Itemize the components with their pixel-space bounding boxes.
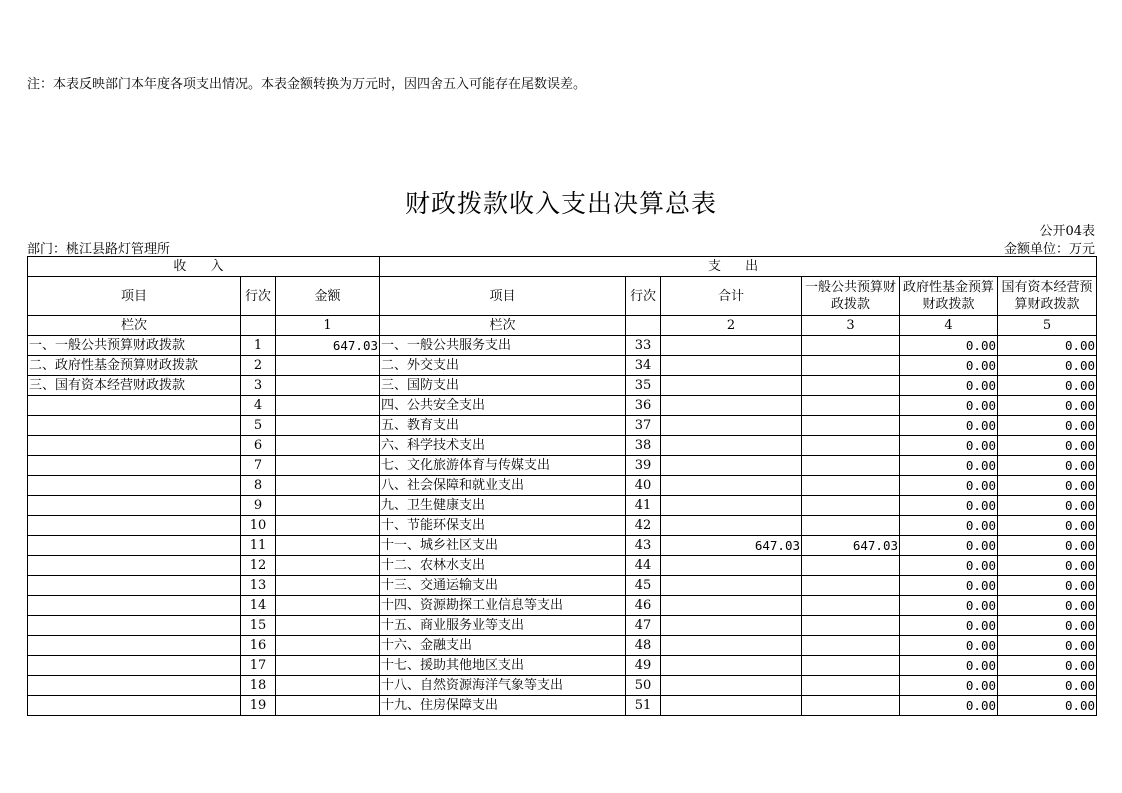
total-cell <box>661 356 802 376</box>
state-capital-cell: 0.00 <box>998 496 1097 516</box>
general-budget-cell <box>802 416 900 436</box>
table-row <box>28 516 1097 536</box>
income-row-no-cell: 10 <box>241 516 276 536</box>
income-item-cell <box>28 476 241 496</box>
expense-item-cell: 十九、住房保障支出 <box>380 696 626 716</box>
income-amount-cell <box>276 396 380 416</box>
expense-item-cell: 十三、交通运输支出 <box>380 576 626 596</box>
general-budget-header: 一般公共预算财政拨款 <box>802 277 900 316</box>
expense-row-no-cell: 44 <box>626 556 661 576</box>
table-row <box>28 496 1097 516</box>
table-row <box>28 636 1097 656</box>
gov-fund-cell: 0.00 <box>900 616 998 636</box>
expense-row-no-cell: 42 <box>626 516 661 536</box>
expense-row-no-cell: 51 <box>626 696 661 716</box>
gov-fund-cell: 0.00 <box>900 436 998 456</box>
expense-item-cell: 十四、资源勘探工业信息等支出 <box>380 596 626 616</box>
income-row-no-header: 行次 <box>241 277 276 316</box>
expense-row-no-header: 行次 <box>626 277 661 316</box>
income-amount-cell <box>276 456 380 476</box>
total-cell <box>661 476 802 496</box>
state-capital-cell: 0.00 <box>998 536 1097 556</box>
expense-item-header: 项目 <box>380 277 626 316</box>
expense-row-no-cell: 35 <box>626 376 661 396</box>
table-row <box>28 416 1097 436</box>
table-row <box>28 556 1097 576</box>
general-budget-cell <box>802 496 900 516</box>
gov-fund-header: 政府性基金预算财政拨款 <box>900 277 998 316</box>
col-index-5: 5 <box>998 316 1097 336</box>
income-row-no-cell: 15 <box>241 616 276 636</box>
expense-row-no-cell: 38 <box>626 436 661 456</box>
total-cell <box>661 696 802 716</box>
general-budget-cell <box>802 356 900 376</box>
expense-row-no-cell: 47 <box>626 616 661 636</box>
gov-fund-cell: 0.00 <box>900 676 998 696</box>
income-amount-cell: 647.03 <box>276 336 380 356</box>
general-budget-cell <box>802 696 900 716</box>
income-amount-cell <box>276 676 380 696</box>
expense-item-cell: 十七、援助其他地区支出 <box>380 656 626 676</box>
table-row <box>28 476 1097 496</box>
total-cell: 647.03 <box>661 536 802 556</box>
table-row <box>28 456 1097 476</box>
total-cell <box>661 436 802 456</box>
total-cell <box>661 636 802 656</box>
income-item-cell: 三、国有资本经营财政拨款 <box>28 376 241 396</box>
col-index-4: 4 <box>900 316 998 336</box>
expense-row-no-cell: 36 <box>626 396 661 416</box>
income-item-cell <box>28 676 241 696</box>
income-col-blank <box>241 316 276 336</box>
state-capital-cell: 0.00 <box>998 676 1097 696</box>
expense-row-no-cell: 33 <box>626 336 661 356</box>
table-note: 注：本表反映部门本年度各项支出情况。本表金额转换为万元时，因四舍五入可能存在尾数误差。 <box>27 77 587 92</box>
expense-row-no-cell: 40 <box>626 476 661 496</box>
expense-row-no-cell: 39 <box>626 456 661 476</box>
income-amount-cell <box>276 576 380 596</box>
income-row-no-cell: 7 <box>241 456 276 476</box>
table-row <box>28 576 1097 596</box>
table-row <box>28 436 1097 456</box>
state-capital-cell: 0.00 <box>998 436 1097 456</box>
income-amount-cell <box>276 636 380 656</box>
income-row-no-cell: 13 <box>241 576 276 596</box>
expense-row-no-cell: 46 <box>626 596 661 616</box>
form-number: 公开04表 <box>1039 224 1095 239</box>
table-row <box>28 396 1097 416</box>
table-row <box>28 336 1097 356</box>
income-row-no-cell: 4 <box>241 396 276 416</box>
income-item-cell: 二、政府性基金预算财政拨款 <box>28 356 241 376</box>
total-cell <box>661 456 802 476</box>
total-cell <box>661 616 802 636</box>
gov-fund-cell: 0.00 <box>900 536 998 556</box>
income-item-cell <box>28 456 241 476</box>
general-budget-cell: 647.03 <box>802 536 900 556</box>
total-cell <box>661 496 802 516</box>
gov-fund-cell: 0.00 <box>900 696 998 716</box>
general-budget-cell <box>802 616 900 636</box>
amount-unit-label: 金额单位：万元 <box>1003 242 1095 257</box>
state-capital-cell: 0.00 <box>998 456 1097 476</box>
table-row <box>28 536 1097 556</box>
expense-item-cell: 六、科学技术支出 <box>380 436 626 456</box>
gov-fund-cell: 0.00 <box>900 496 998 516</box>
expense-row-no-cell: 48 <box>626 636 661 656</box>
gov-fund-cell: 0.00 <box>900 456 998 476</box>
expense-item-cell: 五、教育支出 <box>380 416 626 436</box>
state-capital-cell: 0.00 <box>998 636 1097 656</box>
state-capital-cell: 0.00 <box>998 576 1097 596</box>
income-row-no-cell: 5 <box>241 416 276 436</box>
income-item-cell <box>28 536 241 556</box>
expense-item-cell: 八、社会保障和就业支出 <box>380 476 626 496</box>
page-title: 财政拨款收入支出决算总表 <box>404 189 717 218</box>
expense-item-cell: 十、节能环保支出 <box>380 516 626 536</box>
income-amount-cell <box>276 416 380 436</box>
expense-item-cell: 十六、金融支出 <box>380 636 626 656</box>
expense-row-no-cell: 34 <box>626 356 661 376</box>
state-capital-cell: 0.00 <box>998 336 1097 356</box>
total-cell <box>661 416 802 436</box>
income-row-no-cell: 9 <box>241 496 276 516</box>
state-capital-cell: 0.00 <box>998 596 1097 616</box>
table-row <box>28 356 1097 376</box>
col-index-1: 1 <box>276 316 380 336</box>
income-item-cell <box>28 696 241 716</box>
expense-col-blank <box>626 316 661 336</box>
col-index-2: 2 <box>661 316 802 336</box>
income-item-cell <box>28 616 241 636</box>
expense-row-no-cell: 50 <box>626 676 661 696</box>
total-cell <box>661 656 802 676</box>
income-amount-cell <box>276 696 380 716</box>
income-item-cell <box>28 396 241 416</box>
income-item-cell: 一、一般公共预算财政拨款 <box>28 336 241 356</box>
gov-fund-cell: 0.00 <box>900 516 998 536</box>
expense-item-cell: 十一、城乡社区支出 <box>380 536 626 556</box>
income-amount-cell <box>276 436 380 456</box>
general-budget-cell <box>802 376 900 396</box>
income-amount-header: 金额 <box>276 277 380 316</box>
total-cell <box>661 596 802 616</box>
expense-row-no-cell: 45 <box>626 576 661 596</box>
income-amount-cell <box>276 536 380 556</box>
expense-item-cell: 四、公共安全支出 <box>380 396 626 416</box>
income-row-no-cell: 3 <box>241 376 276 396</box>
income-amount-cell <box>276 496 380 516</box>
income-item-cell <box>28 636 241 656</box>
total-cell <box>661 396 802 416</box>
department-label: 部门：桃江县路灯管理所 <box>27 242 171 257</box>
state-capital-cell: 0.00 <box>998 696 1097 716</box>
income-amount-cell <box>276 596 380 616</box>
income-row-no-cell: 11 <box>241 536 276 556</box>
income-amount-cell <box>276 556 380 576</box>
expense-item-cell: 七、文化旅游体育与传媒支出 <box>380 456 626 476</box>
state-capital-cell: 0.00 <box>998 616 1097 636</box>
income-amount-cell <box>276 476 380 496</box>
table-row <box>28 656 1097 676</box>
state-capital-cell: 0.00 <box>998 416 1097 436</box>
expense-item-cell: 一、一般公共服务支出 <box>380 336 626 356</box>
state-capital-header: 国有资本经营预算财政拨款 <box>998 277 1097 316</box>
state-capital-cell: 0.00 <box>998 656 1097 676</box>
gov-fund-cell: 0.00 <box>900 556 998 576</box>
total-cell <box>661 376 802 396</box>
general-budget-cell <box>802 636 900 656</box>
table-row <box>28 676 1097 696</box>
total-cell <box>661 556 802 576</box>
expense-row-no-cell: 41 <box>626 496 661 516</box>
expense-row-no-cell: 37 <box>626 416 661 436</box>
expense-item-cell: 十八、自然资源海洋气象等支出 <box>380 676 626 696</box>
income-col-label: 栏次 <box>28 316 241 336</box>
state-capital-cell: 0.00 <box>998 476 1097 496</box>
budget-table <box>27 256 1097 716</box>
income-row-no-cell: 17 <box>241 656 276 676</box>
column-index-row <box>28 316 1097 336</box>
income-item-cell <box>28 556 241 576</box>
general-budget-cell <box>802 336 900 356</box>
general-budget-cell <box>802 516 900 536</box>
general-budget-cell <box>802 676 900 696</box>
expense-item-cell: 十五、商业服务业等支出 <box>380 616 626 636</box>
income-row-no-cell: 1 <box>241 336 276 356</box>
income-row-no-cell: 14 <box>241 596 276 616</box>
state-capital-cell: 0.00 <box>998 356 1097 376</box>
gov-fund-cell: 0.00 <box>900 656 998 676</box>
general-budget-cell <box>802 556 900 576</box>
gov-fund-cell: 0.00 <box>900 376 998 396</box>
general-budget-cell <box>802 656 900 676</box>
income-row-no-cell: 12 <box>241 556 276 576</box>
income-item-cell <box>28 576 241 596</box>
income-item-cell <box>28 516 241 536</box>
total-cell <box>661 336 802 356</box>
table-row <box>28 376 1097 396</box>
expense-row-no-cell: 49 <box>626 656 661 676</box>
income-item-header: 项目 <box>28 277 241 316</box>
gov-fund-cell: 0.00 <box>900 356 998 376</box>
table-row <box>28 596 1097 616</box>
expense-item-cell: 九、卫生健康支出 <box>380 496 626 516</box>
state-capital-cell: 0.00 <box>998 396 1097 416</box>
expense-row-no-cell: 43 <box>626 536 661 556</box>
header-row-sections <box>28 257 1097 277</box>
income-header: 收 入 <box>28 257 380 277</box>
income-row-no-cell: 6 <box>241 436 276 456</box>
gov-fund-cell: 0.00 <box>900 336 998 356</box>
gov-fund-cell: 0.00 <box>900 636 998 656</box>
income-row-no-cell: 8 <box>241 476 276 496</box>
general-budget-cell <box>802 436 900 456</box>
expense-header: 支 出 <box>380 257 1097 277</box>
gov-fund-cell: 0.00 <box>900 416 998 436</box>
income-item-cell <box>28 656 241 676</box>
general-budget-cell <box>802 456 900 476</box>
state-capital-cell: 0.00 <box>998 516 1097 536</box>
income-row-no-cell: 2 <box>241 356 276 376</box>
general-budget-cell <box>802 576 900 596</box>
income-amount-cell <box>276 516 380 536</box>
state-capital-cell: 0.00 <box>998 556 1097 576</box>
total-cell <box>661 516 802 536</box>
table-row <box>28 616 1097 636</box>
income-row-no-cell: 16 <box>241 636 276 656</box>
income-item-cell <box>28 596 241 616</box>
expense-item-cell: 三、国防支出 <box>380 376 626 396</box>
state-capital-cell: 0.00 <box>998 376 1097 396</box>
gov-fund-cell: 0.00 <box>900 476 998 496</box>
total-cell <box>661 676 802 696</box>
col-index-3: 3 <box>802 316 900 336</box>
income-amount-cell <box>276 356 380 376</box>
expense-item-cell: 二、外交支出 <box>380 356 626 376</box>
header-row-columns <box>28 277 1097 316</box>
income-amount-cell <box>276 616 380 636</box>
table-row <box>28 696 1097 716</box>
income-amount-cell <box>276 376 380 396</box>
income-item-cell <box>28 416 241 436</box>
general-budget-cell <box>802 476 900 496</box>
income-item-cell <box>28 436 241 456</box>
gov-fund-cell: 0.00 <box>900 576 998 596</box>
gov-fund-cell: 0.00 <box>900 396 998 416</box>
general-budget-cell <box>802 596 900 616</box>
income-row-no-cell: 18 <box>241 676 276 696</box>
general-budget-cell <box>802 396 900 416</box>
total-cell <box>661 576 802 596</box>
income-amount-cell <box>276 656 380 676</box>
gov-fund-cell: 0.00 <box>900 596 998 616</box>
income-item-cell <box>28 496 241 516</box>
total-header: 合计 <box>661 277 802 316</box>
expense-col-label: 栏次 <box>380 316 626 336</box>
expense-item-cell: 十二、农林水支出 <box>380 556 626 576</box>
income-row-no-cell: 19 <box>241 696 276 716</box>
